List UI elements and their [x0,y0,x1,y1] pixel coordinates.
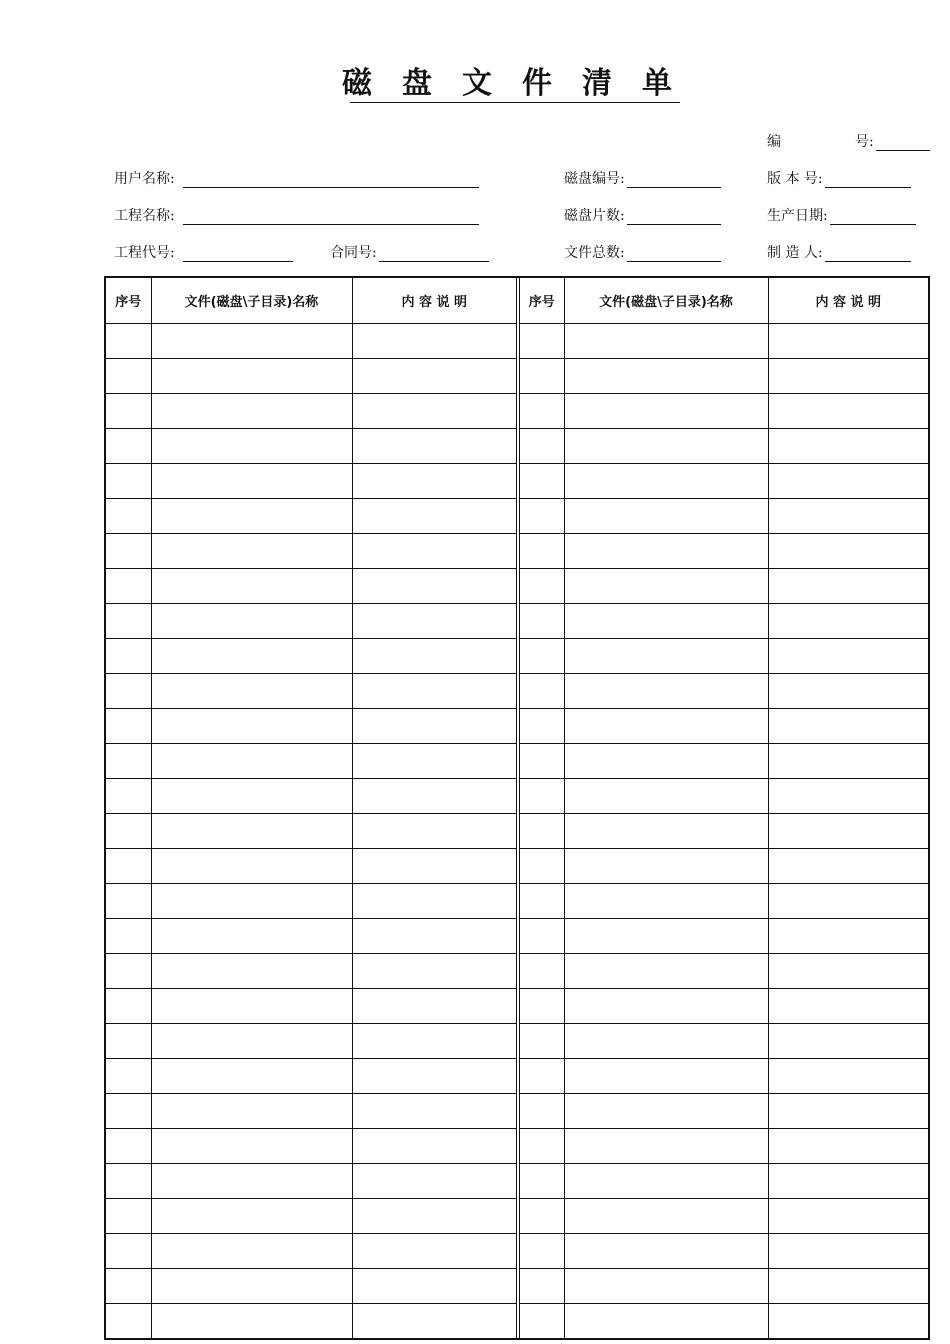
description-cell[interactable] [352,1094,516,1129]
seq-cell[interactable] [520,1164,564,1199]
number-field[interactable] [767,133,930,151]
filename-cell[interactable] [564,499,768,534]
maker-label: 制 造 人: [767,245,823,261]
table-row [520,499,928,534]
table-row [106,1094,516,1129]
filename-cell[interactable] [564,1269,768,1304]
table-row [520,639,928,674]
contract-label: 合同号: [330,245,377,261]
seq-cell[interactable] [106,394,151,429]
seq-cell[interactable] [520,1269,564,1304]
filename-cell[interactable] [564,884,768,919]
project-name-label: 工程名称: [114,208,175,224]
filename-cell[interactable] [564,1094,768,1129]
table-row [106,989,516,1024]
contract-line[interactable] [379,247,489,262]
table-row [520,744,928,779]
filename-cell[interactable] [151,814,352,849]
table-row [520,779,928,814]
seq-cell[interactable] [520,534,564,569]
table-row [520,919,928,954]
seq-cell[interactable] [520,639,564,674]
table-row [520,1269,928,1304]
disk-no-field[interactable] [564,170,721,188]
table-row [106,779,516,814]
seq-cell[interactable] [106,1269,151,1304]
page-title: 磁盘文件清单 [342,66,702,101]
seq-cell[interactable] [106,359,151,394]
table-row [520,954,928,989]
table-row [520,884,928,919]
filename-cell[interactable] [151,534,352,569]
seq-cell[interactable] [106,849,151,884]
filename-cell[interactable] [564,324,768,359]
seq-cell[interactable] [106,1059,151,1094]
table-row [106,499,516,534]
seq-cell[interactable] [106,1234,151,1269]
table-right-half [520,278,928,1338]
header-description-left: 内 容 说 明 [352,278,516,324]
seq-cell[interactable] [106,569,151,604]
table-row [520,429,928,464]
seq-cell[interactable] [520,359,564,394]
seq-cell[interactable] [106,744,151,779]
file-total-line[interactable] [627,247,721,262]
seq-cell[interactable] [520,709,564,744]
table-row [520,1304,928,1339]
table-row [106,1059,516,1094]
description-cell[interactable] [768,429,928,464]
filename-cell[interactable] [151,744,352,779]
seq-cell[interactable] [520,884,564,919]
description-cell[interactable] [352,814,516,849]
description-cell[interactable] [352,709,516,744]
filename-cell[interactable] [564,1304,768,1339]
filename-cell[interactable] [151,1199,352,1234]
table-row [106,709,516,744]
seq-cell[interactable] [106,429,151,464]
table-row [106,394,516,429]
seq-cell[interactable] [106,779,151,814]
filename-cell[interactable] [151,884,352,919]
project-code-label: 工程代号: [114,245,175,261]
date-line[interactable] [830,210,916,225]
description-cell[interactable] [352,1269,516,1304]
date-field[interactable] [767,207,916,225]
table-row [106,1304,516,1339]
description-cell[interactable] [768,1024,928,1059]
description-cell[interactable] [768,1304,928,1339]
description-cell[interactable] [768,1059,928,1094]
description-cell[interactable] [768,779,928,814]
version-label: 版 本 号: [767,171,823,187]
table-row [106,744,516,779]
project-code-line[interactable] [183,247,293,262]
project-name-field[interactable] [114,207,479,225]
seq-cell[interactable] [106,604,151,639]
seq-cell[interactable] [520,849,564,884]
seq-cell[interactable] [520,919,564,954]
filename-cell[interactable] [151,1129,352,1164]
file-list-table [104,276,930,1340]
seq-cell[interactable] [520,429,564,464]
filename-cell[interactable] [151,569,352,604]
seq-cell[interactable] [520,1199,564,1234]
description-cell[interactable] [352,1059,516,1094]
filename-cell[interactable] [564,1234,768,1269]
seq-cell[interactable] [520,394,564,429]
disk-count-label: 磁盘片数: [564,208,625,224]
description-cell[interactable] [352,499,516,534]
seq-cell[interactable] [106,1129,151,1164]
seq-cell[interactable] [106,1199,151,1234]
description-cell[interactable] [352,744,516,779]
description-cell[interactable] [352,604,516,639]
filename-cell[interactable] [564,849,768,884]
filename-cell[interactable] [564,639,768,674]
filename-cell[interactable] [564,674,768,709]
seq-cell[interactable] [106,1024,151,1059]
description-cell[interactable] [352,569,516,604]
seq-cell[interactable] [106,324,151,359]
filename-cell[interactable] [564,919,768,954]
table-row [520,1059,928,1094]
number-line[interactable] [876,136,930,151]
filename-cell[interactable] [151,779,352,814]
description-cell[interactable] [352,429,516,464]
maker-line[interactable] [825,247,911,262]
table-row [520,1199,928,1234]
table-row [520,359,928,394]
description-cell[interactable] [352,919,516,954]
table-row [520,674,928,709]
seq-cell[interactable] [106,954,151,989]
description-cell[interactable] [352,1304,516,1339]
table-row [520,569,928,604]
filename-cell[interactable] [151,709,352,744]
seq-cell[interactable] [520,1234,564,1269]
description-cell[interactable] [352,324,516,359]
date-label: 生产日期: [767,208,828,224]
description-cell[interactable] [768,394,928,429]
header-seq-right: 序号 [520,278,564,324]
filename-cell[interactable] [151,394,352,429]
seq-cell[interactable] [106,1304,151,1339]
description-cell[interactable] [352,884,516,919]
filename-cell[interactable] [564,1129,768,1164]
table-row [106,1129,516,1164]
filename-cell[interactable] [564,359,768,394]
table-row [520,849,928,884]
seq-cell[interactable] [520,744,564,779]
project-code-field[interactable] [114,244,293,262]
number-label: 编 [767,134,781,150]
table-row [520,324,928,359]
table-row [106,814,516,849]
filename-cell[interactable] [151,674,352,709]
seq-cell[interactable] [106,674,151,709]
seq-cell[interactable] [520,674,564,709]
description-cell[interactable] [768,569,928,604]
disk-no-label: 磁盘编号: [564,171,625,187]
description-cell[interactable] [768,884,928,919]
user-name-field[interactable] [114,170,479,188]
description-cell[interactable] [352,359,516,394]
table-left-half [106,278,516,1338]
table-row [520,534,928,569]
filename-cell[interactable] [564,1199,768,1234]
table-row [106,569,516,604]
disk-count-field[interactable] [564,207,721,225]
description-cell[interactable] [768,499,928,534]
filename-cell[interactable] [151,324,352,359]
filename-cell[interactable] [151,849,352,884]
table-row [106,1024,516,1059]
table-row [520,989,928,1024]
filename-cell[interactable] [564,779,768,814]
table-row [106,849,516,884]
filename-cell[interactable] [151,989,352,1024]
filename-cell[interactable] [564,709,768,744]
title-underline [350,102,680,103]
table-row [106,359,516,394]
description-cell[interactable] [352,1164,516,1199]
version-line[interactable] [825,173,911,188]
seq-cell[interactable] [106,884,151,919]
seq-cell[interactable] [106,989,151,1024]
description-cell[interactable] [768,1269,928,1304]
description-cell[interactable] [768,1234,928,1269]
seq-cell[interactable] [106,1164,151,1199]
filename-cell[interactable] [564,534,768,569]
description-cell[interactable] [352,464,516,499]
filename-cell[interactable] [151,1234,352,1269]
filename-cell[interactable] [151,1094,352,1129]
seq-cell[interactable] [106,464,151,499]
table-row [520,1164,928,1199]
number-label-2: 号: [855,134,874,150]
seq-cell[interactable] [520,1059,564,1094]
description-cell[interactable] [768,1164,928,1199]
description-cell[interactable] [768,464,928,499]
description-cell[interactable] [768,709,928,744]
description-cell[interactable] [352,674,516,709]
filename-cell[interactable] [564,1024,768,1059]
header-filename-right: 文件(磁盘\子目录)名称 [564,278,768,324]
seq-cell[interactable] [106,919,151,954]
table-row [520,1024,928,1059]
description-cell[interactable] [768,954,928,989]
description-cell[interactable] [768,604,928,639]
description-cell[interactable] [768,1129,928,1164]
description-cell[interactable] [352,1199,516,1234]
seq-cell[interactable] [520,779,564,814]
disk-no-line[interactable] [627,173,721,188]
maker-field[interactable] [767,244,911,262]
filename-cell[interactable] [564,394,768,429]
seq-cell[interactable] [520,499,564,534]
table-row [520,1129,928,1164]
disk-count-line[interactable] [627,210,721,225]
user-name-label: 用户名称: [114,171,175,187]
user-name-line[interactable] [183,173,479,188]
header-seq-left: 序号 [106,278,151,324]
filename-cell[interactable] [151,1164,352,1199]
filename-cell[interactable] [151,1059,352,1094]
description-cell[interactable] [352,779,516,814]
version-field[interactable] [767,170,911,188]
seq-cell[interactable] [520,1129,564,1164]
description-cell[interactable] [352,639,516,674]
description-cell[interactable] [768,1199,928,1234]
seq-cell[interactable] [520,464,564,499]
filename-cell[interactable] [564,569,768,604]
contract-field[interactable] [330,244,489,262]
table-row [520,1094,928,1129]
table-row [106,1199,516,1234]
filename-cell[interactable] [151,1269,352,1304]
seq-cell[interactable] [106,639,151,674]
seq-cell[interactable] [520,954,564,989]
table-row [106,884,516,919]
file-total-field[interactable] [564,244,721,262]
seq-cell[interactable] [520,604,564,639]
description-cell[interactable] [768,814,928,849]
description-cell[interactable] [768,744,928,779]
filename-cell[interactable] [151,639,352,674]
filename-cell[interactable] [151,464,352,499]
description-cell[interactable] [352,534,516,569]
table-row [520,709,928,744]
seq-cell[interactable] [106,1094,151,1129]
filename-cell[interactable] [564,464,768,499]
description-cell[interactable] [352,954,516,989]
filename-cell[interactable] [151,359,352,394]
table-row [106,464,516,499]
table-row [520,814,928,849]
table-row [106,1269,516,1304]
description-cell[interactable] [352,849,516,884]
description-cell[interactable] [768,849,928,884]
filename-cell[interactable] [564,429,768,464]
project-name-line[interactable] [183,210,479,225]
seq-cell[interactable] [106,709,151,744]
description-cell[interactable] [768,919,928,954]
filename-cell[interactable] [151,919,352,954]
seq-cell[interactable] [520,324,564,359]
seq-cell[interactable] [520,1304,564,1339]
table-row [106,639,516,674]
seq-cell[interactable] [106,534,151,569]
description-cell[interactable] [768,534,928,569]
filename-cell[interactable] [564,604,768,639]
table-row [106,534,516,569]
file-total-label: 文件总数: [564,245,625,261]
description-cell[interactable] [352,1024,516,1059]
table-row [520,1234,928,1269]
description-cell[interactable] [352,1129,516,1164]
filename-cell[interactable] [564,1059,768,1094]
filename-cell[interactable] [564,814,768,849]
seq-cell[interactable] [520,569,564,604]
table-row [520,464,928,499]
description-cell[interactable] [768,1094,928,1129]
filename-cell[interactable] [564,954,768,989]
header-filename-left: 文件(磁盘\子目录)名称 [151,278,352,324]
seq-cell[interactable] [520,1024,564,1059]
seq-cell[interactable] [106,814,151,849]
seq-cell[interactable] [520,814,564,849]
seq-cell[interactable] [106,499,151,534]
table-row [106,919,516,954]
table-row [106,324,516,359]
table-row [520,394,928,429]
table-row [106,1234,516,1269]
filename-cell[interactable] [151,429,352,464]
filename-cell[interactable] [151,1304,352,1339]
description-cell[interactable] [768,639,928,674]
filename-cell[interactable] [151,499,352,534]
table-row [106,674,516,709]
filename-cell[interactable] [564,1164,768,1199]
seq-cell[interactable] [520,1094,564,1129]
description-cell[interactable] [768,989,928,1024]
filename-cell[interactable] [151,604,352,639]
table-row [106,429,516,464]
filename-cell[interactable] [564,989,768,1024]
header-description-right: 内 容 说 明 [768,278,928,324]
seq-cell[interactable] [520,989,564,1024]
filename-cell[interactable] [151,954,352,989]
description-cell[interactable] [768,324,928,359]
table-row [106,604,516,639]
description-cell[interactable] [352,394,516,429]
table-row [106,1164,516,1199]
filename-cell[interactable] [564,744,768,779]
description-cell[interactable] [768,674,928,709]
table-row [106,954,516,989]
description-cell[interactable] [352,989,516,1024]
description-cell[interactable] [352,1234,516,1269]
filename-cell[interactable] [151,1024,352,1059]
table-row [520,604,928,639]
description-cell[interactable] [768,359,928,394]
